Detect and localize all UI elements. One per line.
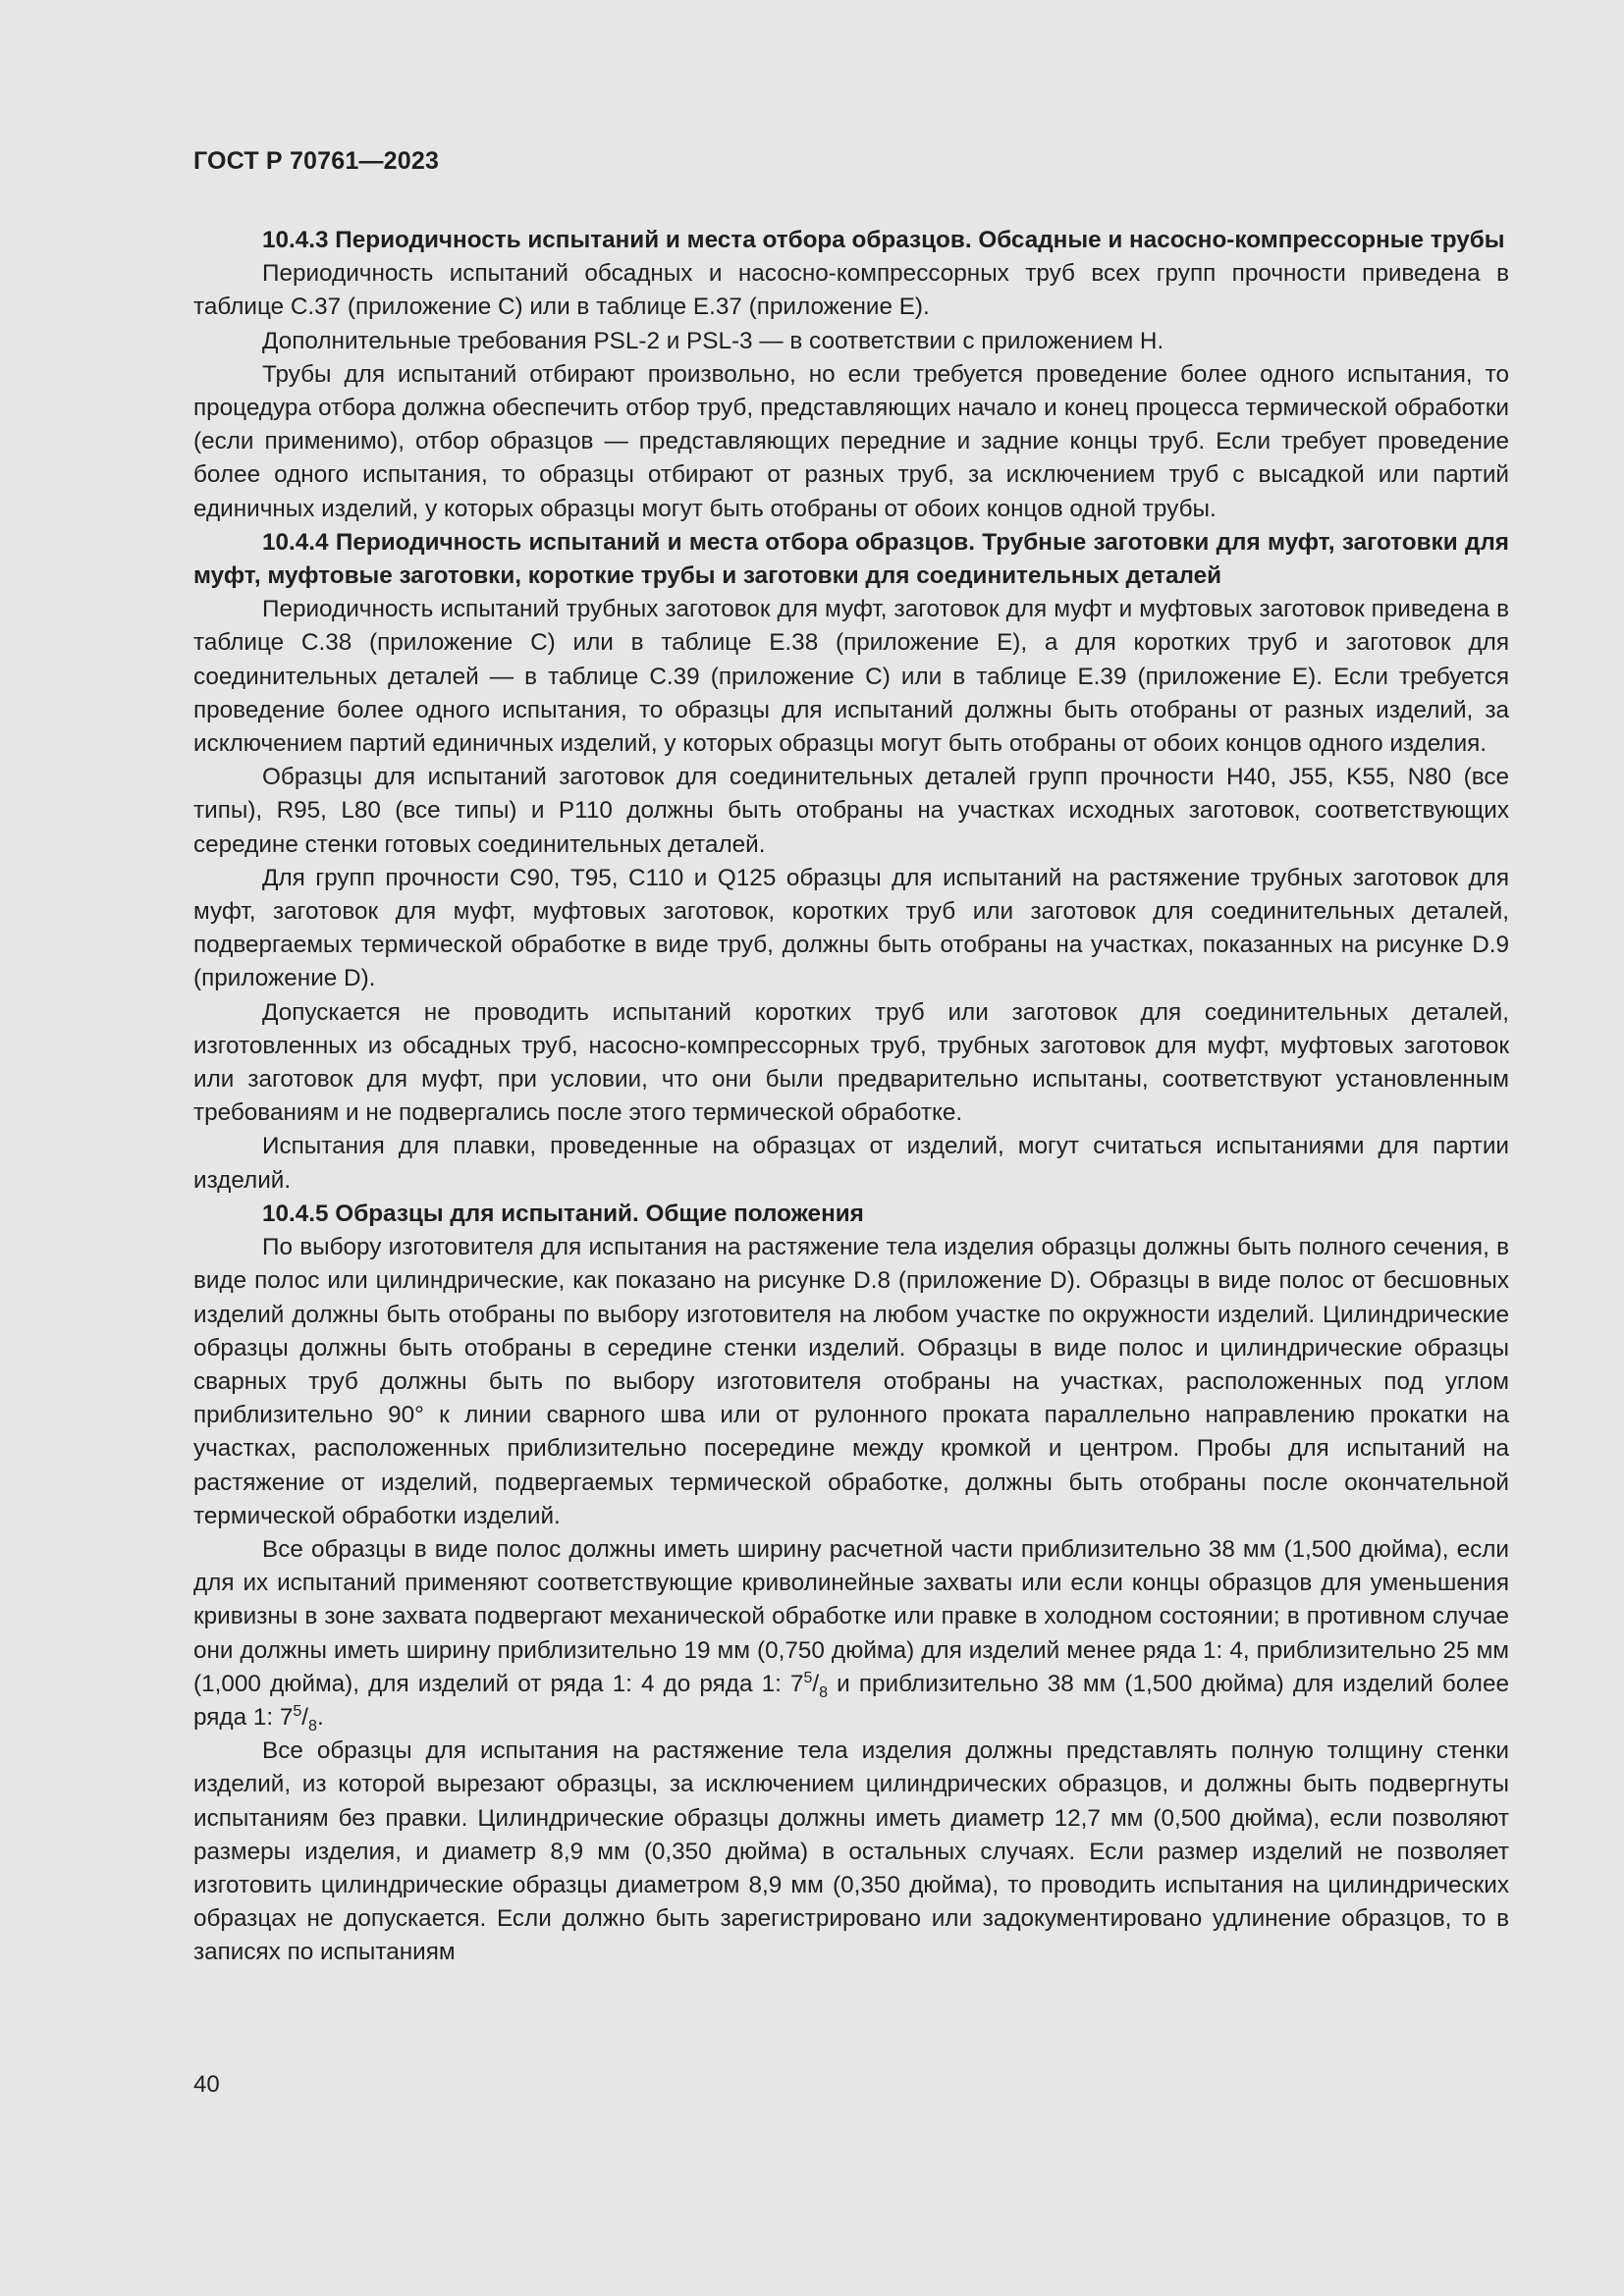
paragraph: Периодичность испытаний трубных заготовок для муфт, заготовок для муфт и муфтовых заготовок приведена в таблице С.38 (приложение С) или в таблице Е.38 (приложение Е), а для коротких труб и заготовок для соединительных деталей — в таблице С.39 (приложение С) или в таблице Е.39 (приложение Е). Если требуется проведение более одного испытания, то образцы для испытаний должны быть отобраны от разных изделий, за исключением партий единичных изделий, у которых образцы могут быть отобраны от обоих концов одного изделия. bbox=[193, 596, 1509, 758]
section-heading-10-4-3: 10.4.3 Периодичность испытаний и места отбора образцов. Обсадные и насосно-компрессорные трубы bbox=[262, 227, 1505, 253]
fraction-numerator: 5 bbox=[803, 1669, 813, 1686]
paragraph: Образцы для испытаний заготовок для соединительных деталей групп прочности Н40, J55, K55, N80 (все типы), R95, L80 (все типы) и Р110 должны быть отобраны на участках исходных заготовок, соответствующих середине стенки готовых соединительных деталей. bbox=[193, 764, 1509, 858]
page-number: 40 bbox=[193, 2071, 220, 2098]
paragraph: По выбору изготовителя для испытания на растяжение тела изделия образцы должны быть полного сечения, в виде полос или цилиндрические, как показано на рисунке D.8 (приложение D). Образцы в виде полос от бесшовных изделий должны быть отобраны по выбору изготовителя на любом участке по окружности изделий. Цилиндрические образцы должны быть отобраны в середине стенки изделий. Образцы в виде полос и цилиндрические образцы сварных труб должны быть по выбору изготовителя отобраны на участках, расположенных под углом приблизительно 90° к линии сварного шва или от рулонного проката параллельно направлению прокатки на участках, расположенных приблизительно посередине между кромкой и центром. Пробы для испытаний на растяжение от изделий, подвергаемых термической обработке, должны быть отобраны после окончательной термической обработки изделий. bbox=[193, 1234, 1509, 1529]
fraction-denominator: 8 bbox=[308, 1717, 317, 1735]
section-heading-10-4-4: 10.4.4 Периодичность испытаний и места отбора образцов. Трубные заготовки для муфт, заготовки для муфт, муфтовые заготовки, короткие трубы и заготовки для соединительных деталей bbox=[193, 528, 1509, 590]
fraction-slash: / bbox=[301, 1703, 309, 1731]
fraction-slash: / bbox=[812, 1670, 820, 1697]
paragraph-text: и приблизительно 38 мм (1,500 дюйма) для изделий более ряда 1: 7 bbox=[193, 1670, 1510, 1731]
section-heading-10-4-5: 10.4.5 Образцы для испытаний. Общие положения bbox=[262, 1200, 864, 1227]
paragraph: Допускается не проводить испытаний коротких труб или заготовок для соединительных деталей, изготовленных из обсадных труб, насосно-компрессорных труб, трубных заготовок для муфт, муфтовых заготовок или заготовок для муфт, при условии, что они были предварительно испытаны, соответствуют установленным требованиям и не подвергались после этого термической обработке. bbox=[193, 998, 1509, 1127]
paragraph-with-fractions bbox=[193, 1533, 1509, 1735]
fraction-denominator: 8 bbox=[819, 1683, 829, 1701]
paragraph-text: Все образцы в виде полос должны иметь ширину расчетной части приблизительно 38 мм (1,500 дюйма), если для их испытаний применяют соответствующие криволинейные захваты или если концы образцов для уменьшения кривизны в зоне захвата подвергают механической обработке или правке в холодном состоянии; в противном случае они должны иметь ширину приблизительно 19 мм (0,750 дюйма) для изделий менее ряда 1: 4, приблизительно 25 мм (1,000 дюйма), для изделий от ряда 1: 4 до ряда 1: 7 bbox=[193, 1535, 1509, 1697]
fraction-numerator: 5 bbox=[293, 1702, 302, 1720]
paragraph: Для групп прочности С90, Т95, С110 и Q125 образцы для испытаний на растяжение трубных заготовок для муфт, заготовок для муфт, муфтовых заготовок, коротких труб или заготовок для соединительных деталей, подвергаемых термической обработке в виде труб, должны быть отобраны на участках, показанных на рисунке D.9 (приложение D). bbox=[193, 864, 1509, 992]
paragraph: Дополнительные требования PSL-2 и PSL-3 — в соответствии с приложением Н. bbox=[262, 327, 1164, 354]
document-code: ГОСТ Р 70761—2023 bbox=[193, 147, 440, 175]
document-body bbox=[193, 224, 1509, 1970]
paragraph: Испытания для плавки, проведенные на образцах от изделий, могут считаться испытаниями для партии изделий. bbox=[193, 1133, 1509, 1194]
paragraph: Периодичность испытаний обсадных и насосно-компрессорных труб всех групп прочности приведена в таблице С.37 (приложение С) или в таблице Е.37 (приложение Е). bbox=[193, 260, 1509, 321]
paragraph-text: . bbox=[316, 1703, 324, 1731]
paragraph: Трубы для испытаний отбирают произвольно, но если требуется проведение более одного испытания, то процедура отбора должна обеспечить отбор труб, представляющих начало и конец процесса термической обработки (если применимо), отбор образцов — представляющих передние и задние концы труб. Если требует проведение более одного испытания, то образцы отбирают от разных труб, за исключением труб с высадкой или партий единичных изделий, у которых образцы могут быть отобраны от обоих концов одной трубы. bbox=[193, 360, 1509, 522]
paragraph: Все образцы для испытания на растяжение тела изделия должны представлять полную толщину стенки изделий, из которой вырезают образцы, за исключением цилиндрических образцов, и должны быть подвергнуты испытаниям без правки. Цилиндрические образцы должны иметь диаметр 12,7 мм (0,500 дюйма), если позволяют размеры изделия, и диаметр 8,9 мм (0,350 дюйма) в остальных случаях. Если размер изделий не позволяет изготовить цилиндрические образцы диаметром 8,9 мм (0,350 дюйма), то проводить испытания на цилиндрических образцах не допускается. Если должно быть зарегистрировано или задокументировано удлинение образцов, то в записях по испытаниям bbox=[193, 1737, 1509, 1966]
